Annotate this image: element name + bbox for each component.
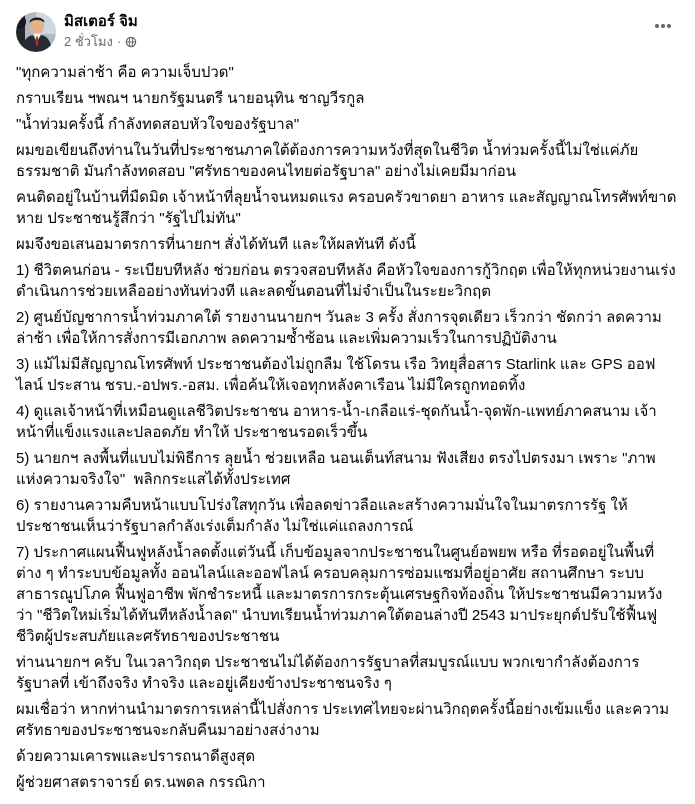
post-paragraph: 4) ดูแลเจ้าหน้าที่เหมือนดูแลชีวิตประชาชน อาหาร-น้ำ-เกลือแร่-ชุดกันน้ำ-จุดพัก-แพทย์ภาคสนาม เจ้าหน้าที่แข็งแรงและปลอดภัย ทำให้ ประชาชนรอดเร็วขึ้น (16, 403, 657, 441)
post-paragraph: คนติดอยู่ในบ้านที่มืดมิด เจ้าหน้าที่ลุยน้ำจนหมดแรง ครอบครัวขาดยา อาหาร และสัญญาณโทรศัพท์ขาดหาย ประชาชนรู้สึกว่า "รัฐไปไม่ทัน" (16, 189, 677, 227)
post-paragraph: ด้วยความเคารพและปรารถนาดีสูงสุด (16, 748, 256, 765)
meta-separator: · (116, 34, 122, 49)
avatar-image (16, 12, 56, 52)
header-info (64, 12, 647, 50)
post-paragraph: ผมเชื่อว่า หากท่านนำมาตรการเหล่านี้ไปสั่งการ ประเทศไทยจะผ่านวิกฤตครั้งนี้อย่างเข้มแข็ง และความศรัทธาของประชาชนจะกลับคืนมาอย่างสง่างาม (16, 701, 670, 739)
author-name[interactable]: มิสเตอร์ จิม (64, 13, 138, 30)
ellipsis-icon (653, 16, 673, 36)
post-paragraph: 3) แม้ไม่มีสัญญาณโทรศัพท์ ประชาชนต้องไม่ถูกลืม ใช้โดรน เรือ วิทยุสื่อสาร Starlink และ GPS ออฟไลน์ ประสาน ชรบ.-อปพร.-อสม. เพื่อค้นให้เจอทุกหลังคาเรือน ไม่มีใครถูกทอดทิ้ง (16, 356, 656, 394)
post-paragraph: ผู้ช่วยศาสตราจารย์ ดร.นพดล กรรณิกา (16, 774, 266, 791)
post-paragraph: "น้ำท่วมครั้งนี้ กำลังทดสอบหัวใจของรัฐบาล" (16, 116, 300, 133)
post-meta (64, 33, 647, 50)
post-paragraph: 2) ศูนย์บัญชาการน้ำท่วมภาคใต้ รายงานนายกฯ วันละ 3 ครั้ง สั่งการจุดเดียว เร็วกว่า ชัดกว่า ลดความล่าช้า เพื่อให้การสั่งการมีเอกภาพ ลดความซ้ำซ้อน และเพิ่มความเร็วในการปฏิบัติงาน (16, 309, 662, 347)
post-paragraph: "ทุกความล่าช้า คือ ความเจ็บปวด" (16, 64, 234, 81)
post-paragraph: 6) รายงานความคืบหน้าแบบโปร่งใสทุกวัน เพื่อลดข่าวลือและสร้างความมั่นใจในมาตรการรัฐ ให้ประชาชนเห็นว่ารัฐบาลกำลังเร่งเต็มกำลัง ไม่ใช่แค่แถลงการณ์ (16, 497, 628, 535)
post-paragraph: 7) ประกาศแผนฟื้นฟูหลังน้ำลดตั้งแต่วันนี้ เก็บข้อมูลจากประชาชนในศูนย์อพยพ หรือ ที่รอดอยู่ในพื้นที่ต่าง ๆ ทำระบบข้อมูลทั้ง ออนไลน์และออฟไลน์ ครอบคลุมการซ่อมแซมที่อยู่อาศัย สถานศึกษา ระบบสาธารณูปโภค ฟื้นฟูอาชีพ พักชำระหนี้ และมาตรการกระตุ้นเศรษฐกิจท้องถิ่น ให้ประชาชนมีความหวังว่า "ชีวิตใหม่เริ่มได้ทันทีหลังน้ำลด" นำบทเรียนน้ำท่วมภาคใต้ตอนล่างปี 2543 มาประยุกต์ปรับใช้ฟื้นฟูชีวิตผู้ประสบภัยและศรัทธาของประชาชน (16, 544, 663, 645)
post-timestamp[interactable]: 2 ชั่วโมง (64, 34, 113, 49)
avatar[interactable] (16, 12, 56, 52)
post-paragraph: 1) ชีวิตคนก่อน - ระเบียบทีหลัง ช่วยก่อน ตรวจสอบทีหลัง คือหัวใจของการกู้วิกฤต เพื่อให้ทุกหน่วยงานเร่งดำเนินการช่วยเหลืออย่างทันท่วงที และลดขั้นตอนที่ไม่จำเป็นในระยะวิกฤต (16, 262, 676, 300)
post-paragraph: ผมจึงขอเสนอมาตรการที่นายกฯ สั่งได้ทันที และให้ผลทันที ดังนี้ (16, 236, 416, 253)
post-paragraph: 5) นายกฯ ลงพื้นที่แบบไม่พิธีการ ลุยน้ำ ช่วยเหลือ นอนเต็นท์สนาม ฟังเสียง ตรงไปตรงมา เพราะ "ภาพแห่งความจริงใจ" พลิกกระแสได้ทั้งประเทศ (16, 450, 656, 488)
globe-icon (125, 36, 137, 48)
post-menu-button[interactable] (647, 10, 679, 42)
post-header (0, 0, 695, 56)
post-paragraph: ผมขอเขียนถึงท่านในวันที่ประชาชนภาคใต้ต้องการความหวังที่สุดในชีวิต น้ำท่วมครั้งนี้ไม่ใช่แค่ภัยธรรมชาติ มันกำลังทดสอบ "ศรัทธาของคนไทยต่อรัฐบาล" อย่างไม่เคยมีมาก่อน (16, 142, 639, 180)
post-paragraph: กราบเรียน ฯพณฯ นายกรัฐมนตรี นายอนุทิน ชาญวีรกูล (16, 90, 365, 107)
post-paragraph: ท่านนายกฯ ครับ ในเวลาวิกฤต ประชาชนไม่ได้ต้องการรัฐบาลที่สมบูรณ์แบบ พวกเขากำลังต้องการรัฐบาลที่ เข้าถึงจริง ทำจริง และอยู่เคียงข้างประชาชนจริง ๆ (16, 654, 640, 692)
post-body (0, 56, 695, 798)
